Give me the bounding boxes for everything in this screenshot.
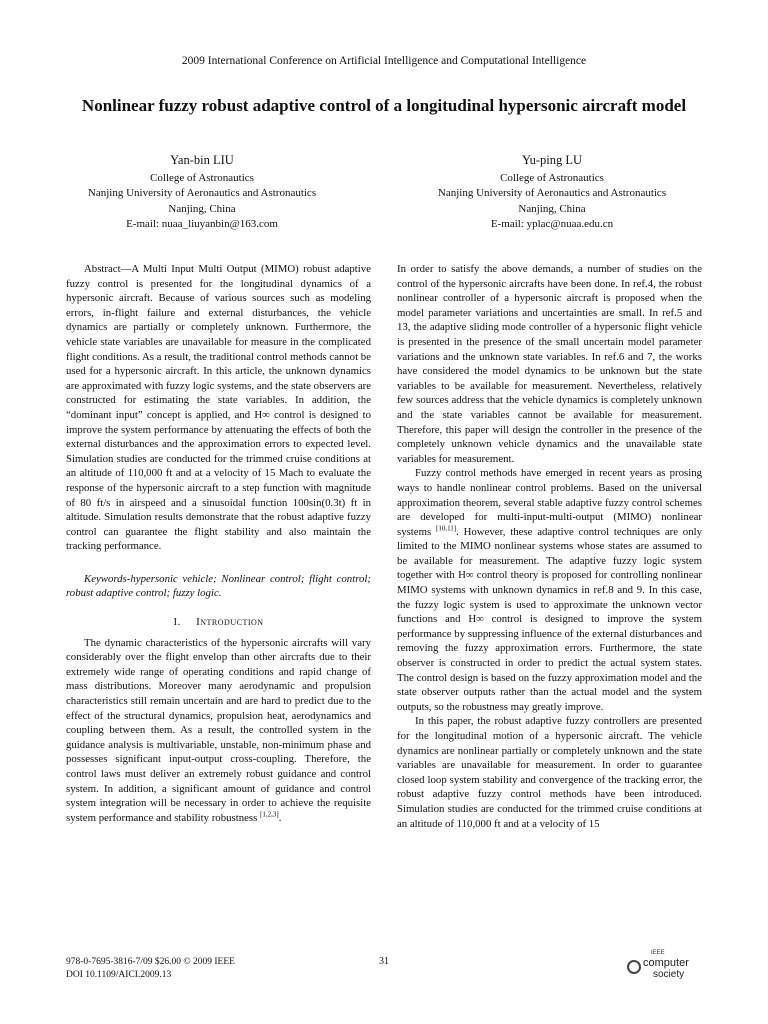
intro-paragraph-text: The dynamic characteristics of the hypersonic aircrafts will vary considerably over the flight envelop than other aircrafts due to their extremely wide range of operating conditions and rapid change of mass distributions. Moreover many aerodynamic and propulsion characteristics still remain uncertain and are hard to predict due to the effect of the structural dynamics, propulsion heat, aerodynamics and coupling between them. As a result, the controlled system in the guidance analysis is multivariable, unstable, non-minimum phase and possesses significant input-output cross-coupling. Therefore, the control laws must deliver an extremely robust guidance and control system. In addition, a significant amount of guidance and control system integration will be necessary in order to achieve the requisite system performance and stability robustness: [66, 636, 371, 824]
author-affiliation: College of Astronautics: [150, 171, 254, 184]
author-university: Nanjing University of Aeronautics and Astronautics: [87, 187, 317, 199]
author-location: Nanjing, China: [518, 202, 586, 215]
body-paragraph: In order to satisfy the above demands, a number of studies on the control of the hypersonic aircrafts have been done. In ref.4, the robust nonlinear controller of a hypersonic aircraft is proposed when the model parameter variations and uncertainties are small. In ref.5 and 13, the adaptive sliding mode controller of a hypersonic flight vehicle is presented in the presence of the small uncertain model parameter variations and the unknown state variables. In ref.6 and 7, the works have considered the model dynamics to be unknown but the state variables to be available for measurement. Nevertheless, relatively few sources address that the vehicle dynamics is completely unknown and the state variables cannot be available for measurement. Therefore, this paper will design the controller in the presence of the completely unknown vehicle dynamics and the unavailable state variables for measurement.: [397, 263, 702, 465]
body-paragraph: In this paper, the robust adaptive fuzzy controllers are presented for the longitudinal motion of a hypersonic aircraft. The vehicle dynamics are nonlinear partially or completely unknown and the state variables are unavailable for measurement. In order to guarantee closed loop system stability and convergence of the tracking error, the robust adaptive fuzzy control methods have been introduced. Simulation studies are conducted for the trimmed cruise conditions at an altitude of 110,000 ft and at a velocity of 15: [397, 715, 702, 830]
abstract: Abstract—A Multi Input Multi Output (MIMO) robust adaptive fuzzy control is presented for the longitudinal dynamics of a hypersonic aircraft. Because of various sources such as modeling errors, in-flight failure and external disturbances, the vehicle dynamics are partially or completely unknown. Furthermore, the vehicle state variables are unavailable for measure in the complicated flight conditions. As a result, the traditional control methods cannot be used for a hypersonic aircraft. In this article, the unknown dynamics are approximated with fuzzy logic systems, and the state observers are constructed for estimating the state variables. In addition, the “dominant input” concept is applied, and H∞ control is designed to improve the system performance by attenuating the effects of both the external disturbances and the approximation errors to expected level. Simulation studies are conducted for the trimmed cruise conditions at an altitude of 110,000 ft and at a velocity of 15 Mach to evaluate the response of the hypersonic aircraft to a step function with magnitude of 80 ft/s in airspeed and a sinusoidal function 100sin(0.3t) ft in altitude. Simulation results demonstrate that the robust adaptive fuzzy control can guarantee the flight stability and also maintain the tracking performance.: [66, 263, 371, 553]
keywords: Keywords-hypersonic vehicle; Nonlinear control; flight control; robust adaptive control; fuzzy logic.: [66, 572, 371, 600]
body-paragraph-text: . However, these adaptive control techniques are only limited to the MIMO nonlinear systems whose states are assumed to be available for measurement. The adaptive fuzzy logic system together with H∞ control theory is proposed for controlling nonlinear MIMO systems with unknown dynamics in ref.8 and 9. In this case, the fuzzy logic system is used to approximate the unknown vector functions and H∞ control is designed to improve the system performance by suppressing influence of the external disturbances and removing the fuzzy approximation errors. Furthermore, the state observer is constructed in order to predict the actual system states. The control design is based on the fuzzy approximation model and the state observer outputs rather than the actual model and the system outputs, so the robustness may greatly improve.: [397, 525, 702, 713]
logo-computer-text: computer: [643, 957, 689, 969]
right-column: [397, 262, 702, 831]
author-location: Nanjing, China: [168, 202, 236, 215]
author-email: E-mail: yplac@nuaa.edu.cn: [490, 218, 614, 230]
paper-title: Nonlinear fuzzy robust adaptive control of a longitudinal hypersonic aircraft model: [81, 96, 687, 115]
citation: [10,11]: [435, 524, 457, 533]
left-column: [66, 262, 371, 825]
author-email: E-mail: nuaa_liuyanbin@163.com: [126, 218, 278, 230]
page-number: 31: [379, 956, 389, 967]
conference-header: 2009 International Conference on Artificial Intelligence and Computational Intelligence: [181, 55, 587, 67]
body-paragraph: [397, 466, 702, 714]
section-number: I.: [173, 616, 181, 629]
section-heading: [66, 615, 371, 630]
footer-isbn: 978-0-7695-3816-7/09 $26.00 © 2009 IEEE: [66, 957, 235, 967]
author-name: Yan-bin LIU: [170, 153, 234, 167]
citation: [1,2,3]: [260, 810, 279, 819]
author-block-2: [392, 153, 712, 233]
body-paragraph-text: Fuzzy control methods have emerged in recent years as prosing ways to handle nonlinear control problems. Based on the universal approximation theorem, several stable adaptive fuzzy control schemes are developed for multi-input-multi-output (MIMO) nonlinear systems: [397, 467, 702, 538]
author-name: Yu-ping LU: [521, 153, 583, 167]
author-block-1: [42, 153, 362, 233]
ieee-computer-society-logo: [625, 950, 705, 986]
logo-society-text: society: [653, 969, 685, 980]
logo-mark-icon: [627, 960, 641, 974]
author-affiliation: College of Astronautics: [500, 171, 604, 184]
logo-ieee-text: IEEE: [651, 950, 665, 956]
section-title: Introduction: [196, 616, 264, 629]
footer-doi: DOI 10.1109/AICI.2009.13: [66, 969, 172, 980]
author-university: Nanjing University of Aeronautics and Astronautics: [437, 187, 667, 199]
intro-paragraph: The dynamic characteristics of the hypersonic aircrafts will vary considerably over the flight envelop than other aircrafts due to their extremely wide range of operating conditions and rapid change of mass distributions. Moreover many aerodynamic and propulsion characteristics still remain uncertain and are hard to predict due to the effect of the structural dynamics, propulsion heat, aerodynamics and coupling between them. As a result, the controlled system in the guidance analysis is multivariable, unstable, non-minimum phase and possesses significant input-output cross-coupling. Therefore, the control laws must deliver an extremely robust guidance and control system. In addition, a significant amount of guidance and control system integration will be necessary in order to achieve the requisite system performance and stability robustness [1,2,3].: [66, 636, 371, 824]
